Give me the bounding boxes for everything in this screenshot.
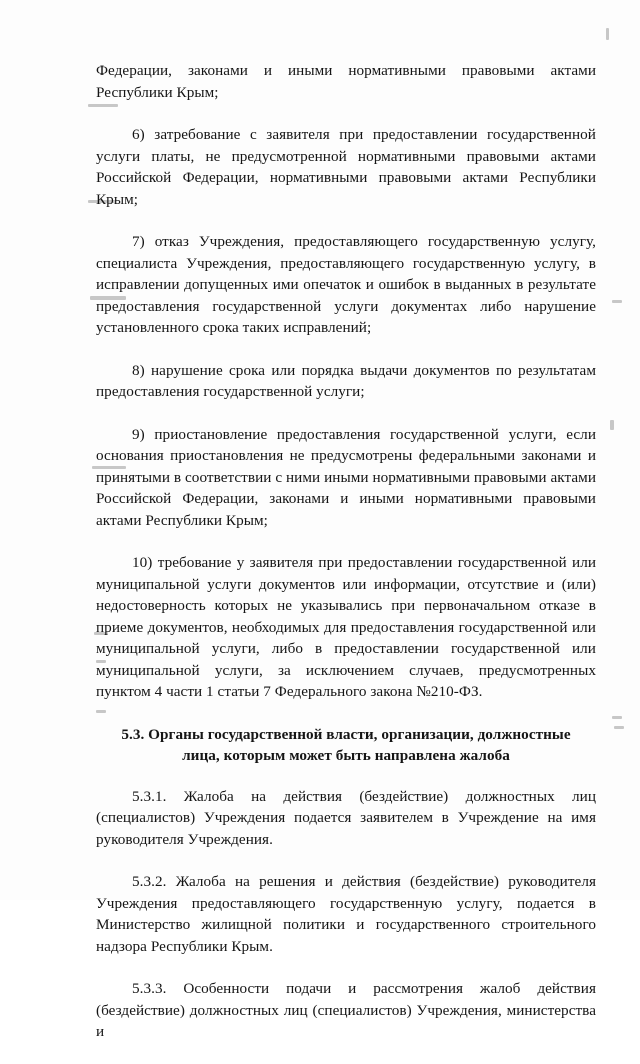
scan-speck (614, 726, 624, 729)
document-body (96, 60, 596, 1064)
section-heading (96, 724, 596, 766)
section-heading-line-2: лица, которым может быть направлена жалоба (182, 746, 510, 764)
scan-speck (612, 716, 622, 719)
paragraph-item-9: 9) приостановление предоставления государственной услуги, если основания приостановления не предусмотрены федеральными законами и принятыми в соответствии с ними иными нормативными правовыми актами Российской Федерации, законами и иными нормативными правовыми актами Республики Крым; (96, 425, 596, 529)
paragraph-item-7: 7) отказ Учреждения, предоставляющего государственную услугу, специалиста Учреждения, предоставляющего государственную услугу, в исправлении допущенных ими опечаток и ошибок в выданных в результате предоставления государственной услуги документах либо нарушение установленного срока таких исправлений; (96, 233, 596, 336)
paragraph-item-6: 6) затребование с заявителя при предоставлении государственной услуги платы, не предусмотренной нормативными правовыми актами Российской Федерации, нормативными правовыми актами Республики Крым; (96, 126, 596, 208)
scan-speck (610, 420, 614, 430)
paragraph-intro: Федерации, законами и иными нормативными правовыми актами Республики Крым; (96, 62, 596, 101)
section-heading-line-1: 5.3. Органы государственной власти, организации, должностные (121, 725, 571, 743)
scan-speck (606, 28, 609, 40)
subsection-5-3-3: 5.3.3. Особенности подачи и рассмотрения жалоб действия (бездействие) должностных лиц (специалистов) Учреждения, министерства и (96, 980, 596, 1040)
scan-speck (612, 300, 622, 303)
subsection-5-3-2: 5.3.2. Жалоба на решения и действия (бездействие) руководителя Учреждения предоставляющего государственную услугу, подается в Министерство жилищной политики и государственного строительного надзора Республики Крым. (96, 873, 596, 955)
subsection-5-3-1: 5.3.1. Жалоба на действия (бездействие) должностных лиц (специалистов) Учреждения подается заявителем в Учреждение на имя руководителя Учреждения. (96, 787, 596, 848)
paragraph-item-8: 8) нарушение срока или порядка выдачи документов по результатам предоставления государственной услуги; (96, 361, 596, 400)
paragraph-item-10: 10) требование у заявителя при предоставлении государственной или муниципальной услуги документов или информации, отсутствие и (или) недостоверность которых не указывались при первоначальном отказе в приеме документов, необходимых для предоставления государственной или муниципальной услуги, либо в предоставлении государственной или муниципальной услуги, за исключением случаев, предусмотренных пунктом 4 части 1 статьи 7 Федерального закона №210-ФЗ. (96, 554, 596, 700)
